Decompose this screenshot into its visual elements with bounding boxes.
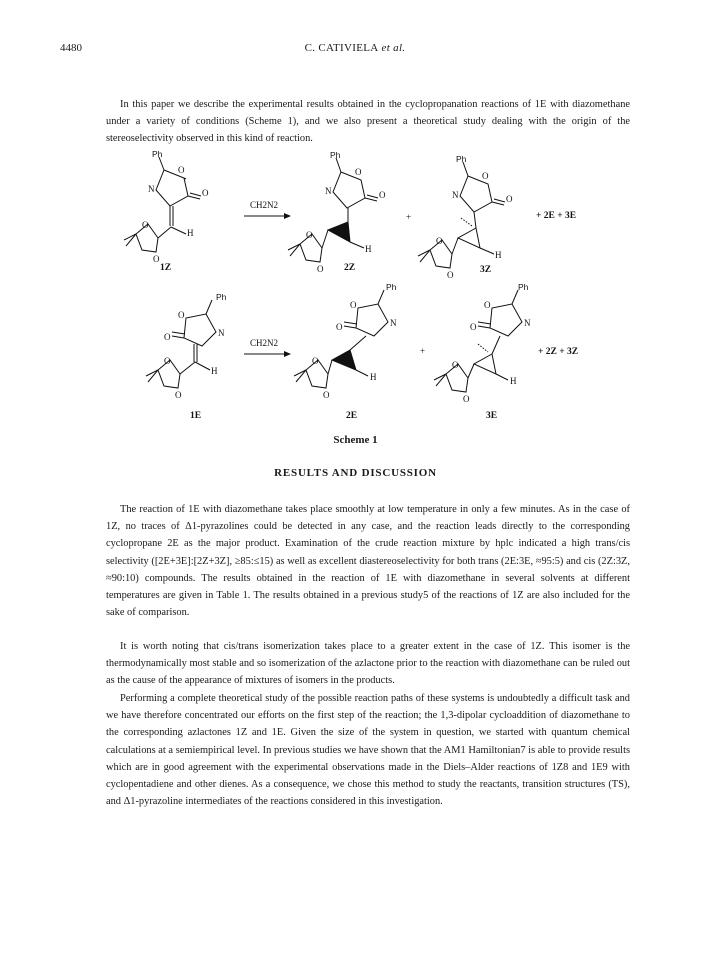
reaction-scheme-drawing <box>106 148 630 438</box>
svg-text:O: O <box>506 194 513 204</box>
running-title: C. CATIVIELA et al. <box>304 42 406 54</box>
svg-text:N: N <box>325 186 332 196</box>
svg-text:O: O <box>202 188 209 198</box>
byproducts-row1: + 2E + 3E <box>536 211 577 221</box>
molecule-3e <box>434 290 522 392</box>
svg-text:O: O <box>178 165 185 175</box>
svg-text:N: N <box>148 184 155 194</box>
svg-text:O: O <box>379 190 386 200</box>
svg-text:N: N <box>390 318 397 328</box>
svg-text:Ph: Ph <box>386 282 397 292</box>
compound-label-1z: 1Z <box>160 263 172 273</box>
plus-sign: + <box>406 212 412 222</box>
byproducts-row2: + 2Z + 3Z <box>538 347 579 357</box>
svg-text:O: O <box>447 270 454 280</box>
results-paragraph-2: It is worth noting that cis/trans isomerization takes place to a greater extent in the case of 1Z. This isomer is the thermodynamically most stable and so isomerization of the azlactone prior to the reaction with diazomethane can be ruled out as the cause of the appearance of mixtures of isomers in the products. <box>106 641 630 687</box>
plus-sign-row2: + <box>420 346 426 356</box>
results-paragraph-3: Performing a complete theoretical study of the possible reaction paths of these systems is undoubtedly a difficult task and we have therefore concentrated our efforts on the first step of the reaction; the 1,3-dipolar cycloaddition of diazomethane to the corresponding azlactones 1Z and 1E. Given the size of the system in question, we started with quantum chemical calculations at a semiempirical level. In previous studies we have shown that the AM1 Hamiltonian7 is able to provide results which are in good agreement with the experimental observations made in the Diels–Alder reactions of 1Z8 and 1E9 with cyclopentadiene and other dienes. As a consequence, we chose this method to study the reactants, transition structures (TS), and Δ1-pyrazoline intermediates of the reactions considered in this investigation. <box>106 693 630 808</box>
scheme-1-figure <box>106 148 630 438</box>
svg-text:O: O <box>312 356 319 366</box>
page-header <box>60 42 650 58</box>
svg-text:O: O <box>452 360 459 370</box>
svg-text:O: O <box>436 236 443 246</box>
svg-text:Ph: Ph <box>518 282 529 292</box>
svg-text:Ph: Ph <box>216 292 227 302</box>
svg-text:O: O <box>482 171 489 181</box>
svg-text:Ph: Ph <box>330 150 341 160</box>
results-paragraph-1: The reaction of 1E with diazomethane takes place smoothly at low temperature in only a few minutes. As in the case of 1Z, no traces of Δ1-pyrazolines could be detected in any case, and the reaction leads directly to the corresponding cyclopropane 2E as the major product. Examination of the crude reaction mixture by hplc indicated a high trans/cis selectivity ([2E+3E]:[2Z+3Z], ≥85:≤15) as well as excellent diastereoselectivity for both trans (2E:3E, ≈95:5) and cis (2Z:3Z, ≈90:10) compounds. The results obtained in the reaction of 1E with diazomethane in several solvents at different temperatures are given in Table 1. The results obtained in a previous study5 of the reactions of 1Z are also included for the sake of comparison. <box>106 504 630 619</box>
svg-text:O: O <box>153 254 160 264</box>
svg-text:O: O <box>336 322 343 332</box>
svg-text:Ph: Ph <box>152 149 163 159</box>
svg-text:O: O <box>463 394 470 404</box>
compound-label-2z: 2Z <box>344 263 356 273</box>
compound-label-3e: 3E <box>486 411 498 421</box>
scheme-caption: Scheme 1 <box>333 434 378 446</box>
molecule-3z <box>418 162 505 268</box>
svg-text:O: O <box>142 220 149 230</box>
svg-text:N: N <box>524 318 531 328</box>
svg-text:H: H <box>187 228 194 238</box>
svg-text:O: O <box>484 300 491 310</box>
svg-text:H: H <box>495 250 502 260</box>
svg-text:O: O <box>355 167 362 177</box>
svg-text:O: O <box>164 356 171 366</box>
svg-text:O: O <box>317 264 324 274</box>
svg-text:N: N <box>452 190 459 200</box>
svg-text:O: O <box>175 390 182 400</box>
svg-text:O: O <box>470 322 477 332</box>
svg-text:H: H <box>365 244 372 254</box>
compound-label-2e: 2E <box>346 411 358 421</box>
reagent-label-row1: CH2N2 <box>250 200 279 210</box>
svg-text:O: O <box>350 300 357 310</box>
svg-text:O: O <box>323 390 330 400</box>
reagent-label-row2: CH2N2 <box>250 338 279 348</box>
svg-text:O: O <box>178 310 185 320</box>
compound-label-3z: 3Z <box>480 265 492 275</box>
compound-label-1e: 1E <box>190 411 202 421</box>
svg-text:N: N <box>218 328 225 338</box>
section-heading: RESULTS AND DISCUSSION <box>274 467 437 479</box>
svg-text:O: O <box>164 332 171 342</box>
svg-text:Ph: Ph <box>456 154 467 164</box>
svg-text:H: H <box>510 376 517 386</box>
page-number: 4480 <box>60 42 82 54</box>
svg-text:O: O <box>306 230 313 240</box>
svg-text:H: H <box>211 366 218 376</box>
svg-text:H: H <box>370 372 377 382</box>
intro-paragraph: In this paper we describe the experimental results obtained in the cyclopropanation reactions of 1E with diazomethane under a variety of conditions (Scheme 1), and we also present a theoretical study dealing with the origin of the stereoselectivity observed in this kind of reaction. <box>106 99 630 145</box>
